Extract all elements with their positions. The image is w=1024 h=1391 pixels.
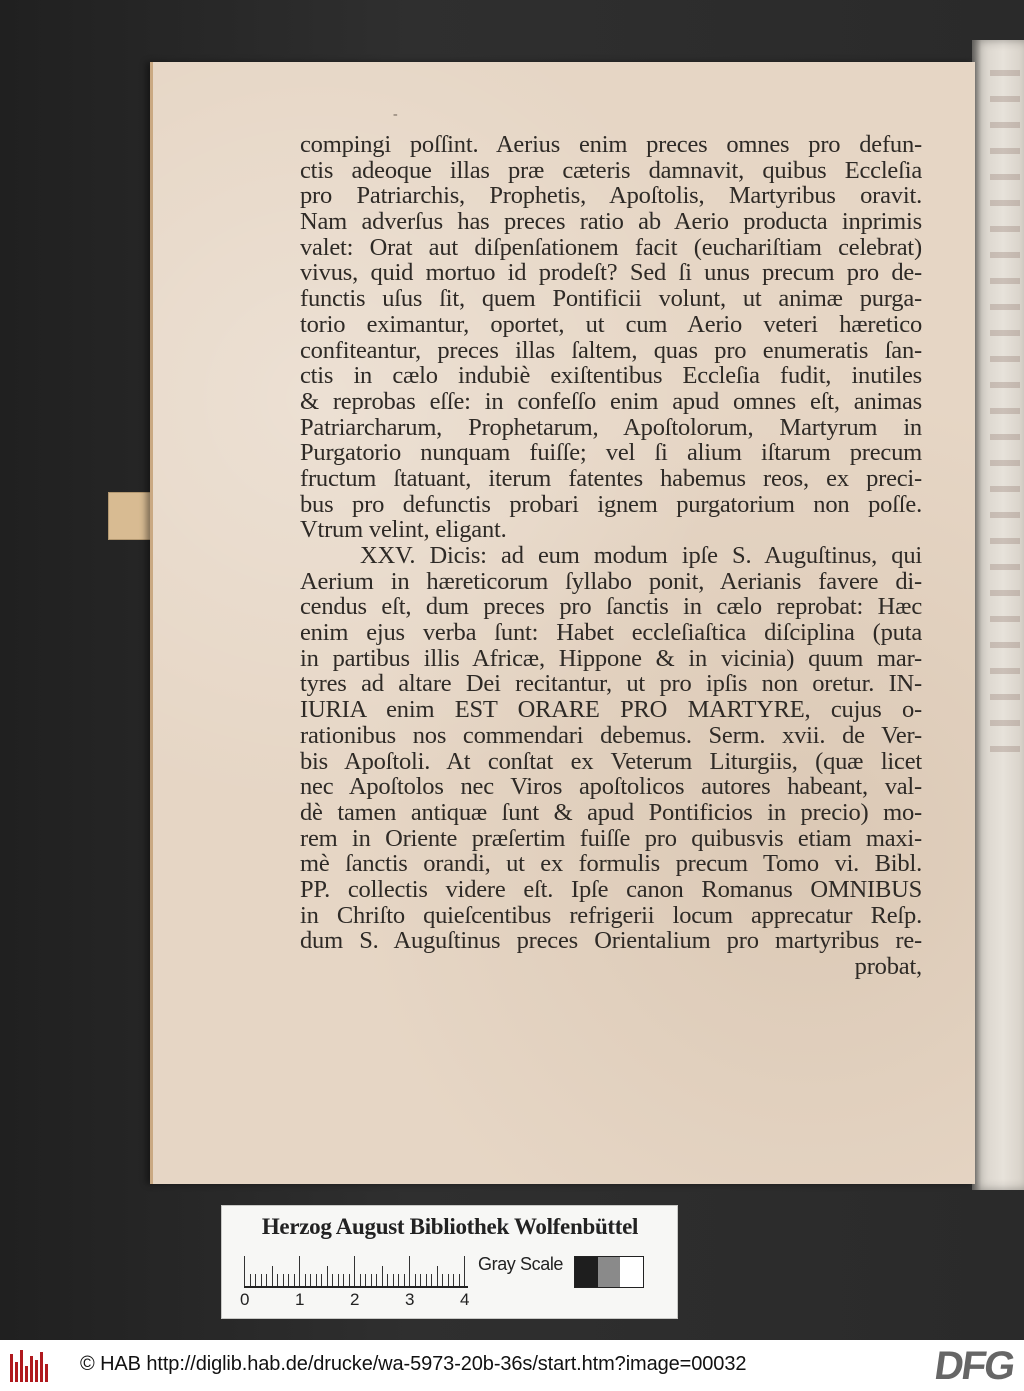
ruler-tick <box>437 1266 438 1286</box>
ruler-tick <box>398 1274 399 1286</box>
ruler-tick <box>321 1274 322 1286</box>
gray-swatch <box>620 1257 643 1287</box>
text-line: dè tamen antiquæ ſunt & apud Pontificios in precio) mo- <box>300 799 922 826</box>
logo-bar <box>10 1354 13 1382</box>
text-line: mè ſanctis orandi, ut ex formulis precum Tomo vi. Bibl. <box>300 851 922 877</box>
ruler-tick <box>448 1274 449 1286</box>
ruler-tick <box>316 1274 317 1286</box>
ruler-tick <box>354 1256 355 1286</box>
logo-bar <box>45 1364 48 1382</box>
text-line: tyres ad altare Dei recitantur, ut pro ipſis non oretur. IN- <box>300 671 922 698</box>
ruler-tick <box>387 1274 388 1286</box>
text-line: rem in Oriente præſertim fuiſſe pro quibusvis etiam maxi- <box>300 825 922 852</box>
ruler-number: 4 <box>460 1290 470 1309</box>
text-line: valet: Orat aut diſpenſationem facit (euchariſtiam celebrat) <box>300 234 922 261</box>
text-line: torio eximantur, oportet, ut cum Aerio veteri hæretico <box>300 311 922 338</box>
gray-swatch <box>598 1257 621 1287</box>
ruler-tick <box>453 1274 454 1286</box>
ruler-tick <box>310 1274 311 1286</box>
text-line: & reprobas eſſe: in confeſſo enim apud omnes eſt, animas <box>300 388 922 415</box>
ruler-number: 0 <box>240 1290 250 1309</box>
ruler-tick <box>420 1274 421 1286</box>
text-line: ctis in cælo indubiè exiſtentibus Eccleſia fudit, inutiles <box>300 363 922 389</box>
ruler-tick <box>299 1256 300 1286</box>
text-line: Purgatorio nunquam fuiſſe; vel ſi alium iſtarum precum <box>300 440 922 466</box>
ruler-tick <box>404 1274 405 1286</box>
text-line: probat, <box>854 954 922 980</box>
adjacent-page-edge <box>972 40 1024 1190</box>
ruler-tick <box>261 1274 262 1286</box>
page-text <box>300 132 922 980</box>
logo-bar <box>30 1356 33 1382</box>
text-line: bus pro defunctis probari ignem purgatorium non poſſe. <box>300 491 922 518</box>
text-line: in Chriſto quieſcentibus refrigerii locum apprecatur Reſp. <box>300 902 922 929</box>
text-line: IURIA enim EST ORARE PRO MARTYRE, cujus o- <box>300 697 922 723</box>
gray-scale-swatches <box>574 1256 644 1288</box>
ruler-tick <box>393 1274 394 1286</box>
ruler-tick <box>360 1274 361 1286</box>
text-line: enim ejus verba ſunt: Habet eccleſiaſtica diſciplina (puta <box>300 620 922 646</box>
text-line: functis uſus ſit, quem Pontificii volunt, ut animæ purga- <box>300 286 922 312</box>
ruler-tick <box>365 1274 366 1286</box>
gray-scale-label: Gray Scale <box>478 1254 564 1274</box>
ruler-tick <box>272 1266 273 1286</box>
logo-bar <box>25 1366 28 1382</box>
ruler-tick <box>431 1274 432 1286</box>
ruler-tick <box>349 1274 350 1286</box>
ruler-tick <box>332 1274 333 1286</box>
logo-bar <box>15 1362 18 1382</box>
text-line: PP. collectis videre eſt. Ipſe canon Romanus OMNIBUS <box>300 876 922 903</box>
ruler-tick <box>277 1274 278 1286</box>
ruler-number: 2 <box>350 1290 360 1309</box>
text-line: ctis adeoque illas præ cæteris damnavit, quibus Eccleſia <box>300 157 922 184</box>
ruler-tick <box>266 1274 267 1286</box>
ruler <box>244 1254 468 1288</box>
text-line: dum S. Auguſtinus preces Orientalium pro martyribus re- <box>300 928 922 954</box>
text-line: nec Apoſtolos nec Viros apoſtolicos autores habeant, val- <box>300 774 922 800</box>
hab-logo-icon <box>10 1350 48 1382</box>
ruler-tick <box>343 1274 344 1286</box>
ruler-tick <box>255 1274 256 1286</box>
paper-tab <box>108 492 156 540</box>
ruler-tick <box>294 1274 295 1286</box>
text-line: Aerium in hæreticorum ſyllabo ponit, Aerianis favere di- <box>300 568 922 595</box>
logo-bar <box>40 1352 43 1382</box>
copyright-url: © HAB http://diglib.hab.de/drucke/wa-5973-20b-36s/start.htm?image=00032 <box>80 1353 747 1375</box>
scale-card <box>221 1205 678 1319</box>
ruler-tick <box>305 1274 306 1286</box>
ruler-tick <box>459 1274 460 1286</box>
ruler-tick <box>338 1274 339 1286</box>
ruler-tick <box>426 1274 427 1286</box>
ruler-tick <box>464 1256 465 1286</box>
ruler-tick <box>382 1266 383 1286</box>
ruler-tick <box>327 1266 328 1286</box>
text-line: confiteantur, preces illas ſaltem, quas pro enumeratis ſan- <box>300 337 922 364</box>
ruler-number: 1 <box>295 1290 305 1309</box>
text-line: pro Patriarchis, Prophetis, Apoſtolis, Martyribus oravit. <box>300 183 922 210</box>
ruler-number: 3 <box>405 1290 415 1309</box>
logo-bar <box>35 1360 38 1382</box>
library-title: Herzog August Bibliothek Wolfenbüttel <box>261 1214 639 1239</box>
ruler-tick <box>288 1274 289 1286</box>
ruler-tick <box>376 1274 377 1286</box>
logo-bar <box>20 1350 23 1382</box>
ruler-tick <box>283 1274 284 1286</box>
footer-bar <box>0 1340 1024 1391</box>
ruler-tick <box>409 1256 410 1286</box>
gray-swatch <box>575 1257 598 1287</box>
adjacent-page-text <box>990 70 1020 770</box>
dfg-logo-icon: DFG <box>931 1344 1017 1388</box>
text-line: XXV. Dicis: ad eum modum ipſe S. Auguſtinus, qui <box>360 543 922 569</box>
text-line: bis Apoſtoli. At conſtat ex Veterum Liturgiis, (quæ licet <box>300 748 922 775</box>
text-line: Patriarcharum, Prophetarum, Apoſtolorum, Martyrum in <box>300 414 922 441</box>
text-line: rationibus nos commendari debemus. Serm. xvii. de Ver- <box>300 722 922 749</box>
text-line: fructum ſtatuant, iterum fatentes habemus reos, ex preci- <box>300 465 922 492</box>
text-line: vivus, quid mortuo id prodeſt? Sed ſi unus precum pro de- <box>300 260 922 287</box>
text-line: in partibus illis Africæ, Hippone & in vicinia) quum mar- <box>300 645 922 672</box>
ruler-tick <box>415 1274 416 1286</box>
text-line: compingi poſſint. Aerius enim preces omnes pro defun- <box>300 132 922 158</box>
ruler-tick <box>442 1274 443 1286</box>
page-mark: - <box>393 107 398 122</box>
ruler-tick <box>371 1274 372 1286</box>
ruler-tick <box>250 1274 251 1286</box>
text-line: Nam adverſus has preces ratio ab Aerio producta inprimis <box>300 209 922 235</box>
text-line: cendus eſt, dum preces pro ſanctis in cælo reprobat: Hæc <box>300 594 922 621</box>
text-line: Vtrum velint, eligant. <box>300 517 507 543</box>
ruler-tick <box>244 1256 245 1286</box>
